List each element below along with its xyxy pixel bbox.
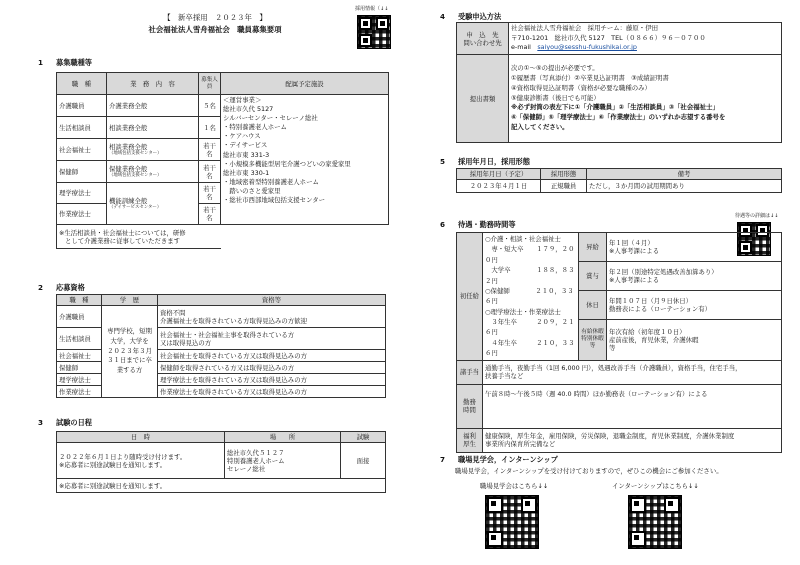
date-line: ２０２２年６月１日より随時受け付けます。 [59,452,187,461]
req-line: 介護福祉士を取得されている方取得見込みの方歓迎 [160,316,307,325]
job-cell: 作業療法士 [57,386,102,398]
pay-line: 専・短大卒 １７９，２００円 [485,245,575,264]
edu-line: 専門学校，短期 [107,326,152,335]
contact-label-2: 問い合わせ先 [463,38,502,47]
req-cell: 保健師を取得されている方又は取得見込みの方 [158,362,386,374]
docs-line: ①履歴書（写真添付）②卒業見込証明書 ③成績証明書 [511,73,669,82]
place-line: シルバーセンター・セレーノ総社 [223,114,318,123]
recruit-info-qr-caption: 採用情報（↓↓ [355,6,389,12]
job-cell: 生活相談員 [57,328,102,350]
count-cell: 若干名 [199,161,221,183]
col-edu: 学 歴 [102,295,158,306]
raise-label: 昇給 [579,233,607,262]
work-cell: 介護業務全般 [107,95,199,117]
col-exam: 試験 [341,432,386,443]
place-line: セレーノ総社 [227,464,266,473]
col-work: 業 務 内 容 [107,73,199,95]
tour-qr-caption: 職場見学会はこちら↓↓ [480,482,549,490]
welfare-line: 健康保険，厚生年金，雇用保険，労災保険，退職金制度，育児休業制度，介護休業制度 [485,432,735,440]
leave-line: 年次有給（初年度１０日） [609,327,686,336]
date-cell [57,443,225,479]
job-cell: 作業療法士 [57,204,107,225]
hours-label-2: 時間 [463,406,476,414]
section-7-number: 7 [440,455,446,464]
place-cell [225,443,341,479]
work-sub: （地域包括支援センター） [109,150,162,156]
leave-cell [607,319,782,360]
recruit-info-qr-code[interactable] [357,15,391,49]
job-cell: 社会福祉士 [57,139,107,161]
application-table [456,22,782,143]
allowance-cell [483,360,782,384]
welfare-label-1: 福利 [463,432,476,440]
email-link[interactable]: saiyou@sesshu-fukushikai.or.jp [537,43,637,52]
allowance-line: 扶養手当など [485,372,524,380]
place-line: ・地域密着型特別養護老人ホーム [223,177,319,186]
hire-type-cell: 正規職員 [541,180,587,193]
section-3-title: 試験の日程 [56,418,92,427]
place-cell [221,95,389,225]
leave-label-2: 特別休暇等 [581,336,604,350]
exam-schedule-table [56,431,386,493]
work-sub: （地域包括支援センター） [109,172,162,178]
docs-line: 次の①～⑤の提出が必要です。 [511,63,599,72]
leave-line: 等 [609,343,616,352]
exam-cell: 面接 [341,443,386,479]
internship-qr-caption: インターンシップはこちら↓↓ [612,482,699,490]
place-line: ・総社市西部地域包括支援センター [223,196,325,205]
req-cell: 社会福祉士を取得されている方又は取得見込みの方 [158,350,386,362]
section-6-title: 待遇・勤務時間等 [458,220,516,229]
welfare-label [457,428,483,452]
work-sub: （デイサービスセンター） [109,204,162,210]
section-1-title: 募集職種等 [56,58,92,67]
benefits-qr-caption: 待遇等の詳細は↓↓ [735,213,779,219]
welfare-cell [483,428,782,452]
job-cell: 保健師 [57,362,102,374]
work-cell: 相談業務全般 [107,117,199,139]
work-cell [107,183,199,225]
note-line: として介護業務に従事していただきます [65,236,181,245]
docs-label: 提出書類 [457,55,509,143]
pay-line: ○介護・相談・社会福祉士 [485,235,561,243]
docs-line: ④資格取得見込証明書（資格が必要な職種のみ） [511,83,651,92]
section-3-number: 3 [38,418,44,427]
holiday-line: 勤務表による（ローテーション有） [609,304,711,313]
holiday-label: 休日 [579,290,607,319]
job-cell: 理学療法士 [57,183,107,204]
job-cell: 介護職員 [57,95,107,117]
col-job: 職 種 [57,295,102,306]
col-job: 職 種 [57,73,107,95]
section-2-title: 応募資格 [56,283,85,292]
place-line: ・ケアハウス [223,132,261,141]
work-cell [107,139,199,161]
place-line: ・特別養護老人ホーム [223,123,287,132]
edu-line: 業する方 [116,366,143,375]
col-count: 募集人員 [199,73,221,95]
s1-note [57,225,221,249]
hiring-table [456,168,782,193]
col-date: 日 時 [57,432,225,443]
section-6-heading [440,220,516,229]
section-5-number: 5 [440,157,446,166]
bonus-label: 賞与 [579,261,607,290]
req-cell [158,328,386,350]
bonus-line: 年２回（別途特定処遇改善加算あり） [609,267,718,276]
holiday-cell [607,290,782,319]
col-hire-date: 採用年月日（予定） [457,169,541,180]
edu-line: ２０２３年３月 [107,346,152,355]
req-line: 資格不問 [160,308,186,317]
place-line: 総社市東 330-1 [223,168,270,177]
section-6-number: 6 [440,220,446,229]
raise-line: ※人事考課による [609,246,660,255]
tour-qr-code[interactable] [485,495,539,549]
docs-cell [509,55,782,143]
place-line: 総社市久代 5127 [223,105,274,114]
job-cell: 生活相談員 [57,117,107,139]
memo-cell: ただし，３か月間の試用期間あり [587,180,782,193]
col-place: 配属予定施設 [221,73,389,95]
pay-label: 初任給 [457,233,483,361]
contact-line-2: 〒710-1201 総社市久代 5127 TEL（０８６６）９６－０７００ [511,33,706,42]
date-line: ※応募者に別途試験日を通知します。 [59,460,167,469]
work-text: 相談業務全般 [109,142,148,151]
note-line: ※生活相談員・社会福祉士については，研修 [59,228,186,237]
holiday-line: 年間１０７日（月９日休日） [609,296,693,305]
section-3-heading [38,418,92,427]
leave-label [579,319,607,360]
s3-note: ※応募者に別途試験日を通知します。 [57,479,386,493]
welfare-line: 事業所内保育所完備など [485,440,556,448]
docs-note: 記入してください。 [511,123,569,132]
req-cell [158,306,386,328]
work-cell [107,161,199,183]
work-text: 保健業務全般 [109,164,148,173]
qualification-table [56,294,386,398]
pay-line: ３年生卒 ２０９，２１６円 [485,318,575,337]
req-cell: 理学療法士を取得されている方又は取得見込みの方 [158,374,386,386]
section-4-title: 受験申込方法 [458,12,502,21]
section-1-number: 1 [38,58,44,67]
internship-qr-code[interactable] [628,495,682,549]
place-line: ・小規模多機能型居宅介護つどいの家愛家里 [223,159,351,168]
place-line: ＜運営事業＞ [223,96,262,104]
col-req: 資格等 [158,295,386,306]
pay-cell [483,233,579,361]
place-line: ・デイサービス [223,141,268,150]
docs-line: ⑤健康診断書（後日でも可能） [511,93,600,102]
section-7-description: 職場見学会，インターンシップを受け付けておりますので，ぜひこの機会にご参加ください。 [455,467,723,475]
work-text: 機能訓練全般 [109,196,148,205]
req-line: 社会福祉士・社会福祉主事を取得されている方 [160,330,295,339]
section-1-heading [38,58,92,67]
edu-cell [102,306,158,398]
section-7-heading [440,455,558,464]
job-types-table [56,72,389,249]
leave-label-1: 有給休暇 [581,329,604,336]
count-cell: 若干名 [199,139,221,161]
place-line: 特別養護老人ホーム [227,456,285,465]
req-line: 又は取得見込の方 [160,338,212,347]
section-4-heading [440,12,501,21]
count-cell: 若干名 [199,204,221,225]
req-cell: 作業療法士を取得されている方又は取得見込みの方 [158,386,386,398]
job-cell: 理学療法士 [57,374,102,386]
pay-line: ○保健師 ２１０，３３６円 [485,286,574,306]
raise-cell [607,233,782,262]
allowance-line: 通勤手当，夜勤手当（1回 6,000 円），処遇改善手当（介護職員），資格手当，住宅手当， [485,364,742,372]
contact-cell [509,23,782,55]
job-cell: 保健師 [57,161,107,183]
place-line: 踏いのさと愛家里 [223,186,281,195]
hours-label [457,384,483,428]
allowance-label: 諸手当 [457,360,483,384]
contact-label-1: 申 込 先 [466,30,499,39]
benefits-table [456,232,782,453]
docs-note: ※必ず封筒の表左下に①「介護職員」②「生活相談員」③「社会福祉士」 [511,103,719,112]
job-cell: 介護職員 [57,306,102,328]
col-memo: 備考 [587,169,782,180]
email-line [511,43,779,53]
raise-line: 年１回（４月） [609,238,654,247]
section-2-number: 2 [38,283,44,292]
page-title [100,13,330,35]
place-line: 総社市久代５１２７ [227,448,285,457]
docs-note: ④「保健師」⑤「理学療法士」⑥「作業療法士」のいずれか志望する番号を [511,113,726,122]
count-cell: １名 [199,117,221,139]
leave-line: 産前産後，育児休業，介護休暇 [609,335,699,344]
count-cell: 若干名 [199,183,221,204]
contact-label [457,23,509,55]
section-7-title: 職場見学会，インターンシップ [458,455,558,464]
pay-line: ４年生卒 ２１０，３３６円 [485,338,575,358]
pay-line: ○理学療法士・作業療法士 [485,307,561,316]
contact-line-1: 社会福祉法人雪舟福祉会 採用チーム：藤原・伊田 [511,24,658,33]
email-label: e-mail [511,43,531,52]
pay-line: 大学卒 １８８，８３２円 [485,266,575,285]
section-5-heading [440,157,530,166]
section-5-title: 採用年月日，採用形態 [458,157,530,166]
hours-label-1: 勤務 [463,398,476,406]
hire-date-cell: ２０２３年４月１日 [457,180,541,193]
col-hire-type: 採用形態 [541,169,587,180]
edu-line: 大学，大学を [110,336,149,345]
count-cell: ５名 [199,95,221,117]
title-line-1: 【 新卒採用 ２０２３年 】 [163,13,267,22]
title-line-2: 社会福祉法人雪舟福祉会 職員募集要項 [148,25,282,35]
col-place: 場 所 [225,432,341,443]
hours-cell: 午前８時～午後５時（週 40.0 時間）ほか勤務表（ローテーション有）による [483,384,782,428]
place-line: 総社市東 331-3 [223,150,270,159]
bonus-cell [607,261,782,290]
welfare-label-2: 厚生 [463,440,476,448]
section-2-heading [38,283,85,292]
job-cell: 社会福祉士 [57,350,102,362]
bonus-line: ※人事考課による [609,275,660,284]
section-4-number: 4 [440,12,446,21]
edu-line: ３１日までに卒 [107,356,152,365]
